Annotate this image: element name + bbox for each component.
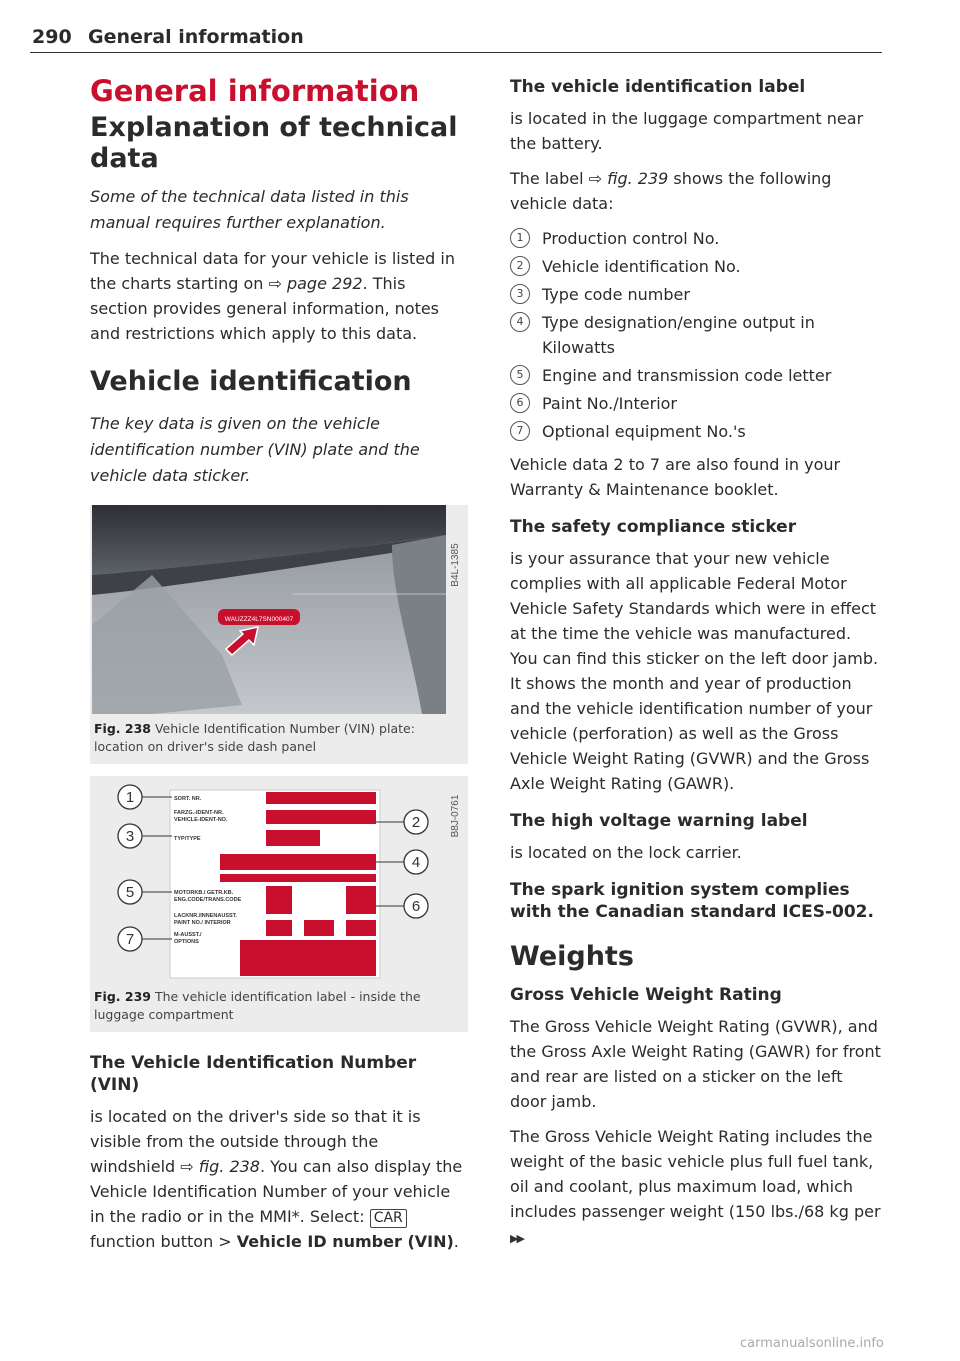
text: The Gross Vehicle Weight Rating includes the weight of the basic vehicle plus full fuel tank, oil and coolant, plus maximum load, which includes passenger weight (150 lbs./68 kg per — [510, 1127, 881, 1221]
page-reference-link[interactable]: ⇨ page 292 — [268, 274, 363, 293]
warranty-paragraph: Vehicle data 2 to 7 are also found in your Warranty & Maintenance booklet. — [510, 455, 841, 499]
callout-5: 5 — [125, 884, 135, 901]
list-item — [510, 419, 882, 444]
left-column — [90, 70, 468, 1264]
label-row-text: M-AUSST./ — [174, 932, 202, 938]
label-row-text: MOTORKB./ GETR.KB. — [174, 890, 234, 896]
text: The technical data for your vehicle is listed in the charts starting on — [90, 249, 455, 293]
callout-6: 6 — [411, 898, 421, 915]
label-row-text: TYP/TYPE — [174, 836, 201, 842]
chapter-title: General information — [90, 74, 420, 108]
page-header — [30, 22, 882, 53]
vin-paragraph — [90, 1104, 468, 1254]
list-item-text: Type code number — [542, 285, 690, 304]
item-number-icon: 4 — [510, 312, 530, 332]
label-row-text: ENG.CODE/TRANS.CODE — [174, 897, 242, 903]
list-item-text: Paint No./Interior — [542, 394, 677, 413]
figure-label: Fig. 239 — [94, 989, 151, 1004]
label-row-text: FARZG.-IDENT-NR. — [174, 810, 224, 816]
text: is located on the driver's side so that it is visible from the outside through the windshield — [90, 1107, 421, 1176]
label-row-text: PAINT NO./ INTERIOR — [174, 920, 231, 926]
gvwr-heading: Gross Vehicle Weight Rating — [510, 985, 782, 1005]
text: shows the following vehicle data: — [510, 169, 832, 213]
text: The label — [510, 169, 589, 188]
item-number-icon: 7 — [510, 421, 530, 441]
high-voltage-paragraph: is located on the lock carrier. — [510, 843, 742, 862]
callout-2: 2 — [411, 814, 421, 831]
list-item — [510, 226, 882, 251]
gvwr-paragraph: The Gross Vehicle Weight Rating (GVWR), and the Gross Axle Weight Rating (GAWR) for front and rear are listed on a sticker on the left door jamb. — [510, 1017, 881, 1111]
vin-plate-photo — [92, 505, 464, 714]
item-number-icon: 1 — [510, 228, 530, 248]
vin-heading: The Vehicle Identification Number (VIN) — [90, 1053, 417, 1095]
item-number-icon: 3 — [510, 284, 530, 304]
item-number-icon: 2 — [510, 256, 530, 276]
figure-239-caption — [90, 982, 468, 1032]
figure-239 — [90, 776, 468, 1032]
label-row-text: VEHICLE-IDENT-NO. — [174, 817, 228, 823]
vehicle-label-intro — [510, 166, 882, 216]
figure-code — [446, 505, 464, 714]
figure-code-text: B4L-1385 — [450, 543, 461, 587]
menu-path-text: Vehicle ID number (VIN) — [236, 1232, 454, 1251]
vehicle-data-list — [510, 226, 882, 444]
label-row-text: OPTIONS — [174, 939, 199, 945]
right-column — [510, 70, 882, 1261]
list-item — [510, 282, 882, 307]
weights-heading: Weights — [510, 941, 634, 972]
callout-4: 4 — [411, 854, 421, 871]
caption-text: The vehicle identification label - inside the luggage compartment — [94, 989, 421, 1022]
running-section-title: General information — [88, 26, 304, 48]
label-row-text: LACKNR./INNENAUSST. — [174, 913, 237, 919]
text: . — [453, 1232, 459, 1251]
safety-sticker-heading: The safety compliance sticker — [510, 517, 797, 537]
spark-ignition-heading: The spark ignition system complies with the Canadian standard ICES-002. — [510, 880, 874, 922]
safety-sticker-paragraph: is your assurance that your new vehicle complies with all applicable Federal Motor Vehicle Safety Standards which were in effect at the time the vehicle was manufactured. You can find this sticker on the left door jamb. It shows the month and year of production and the vehicle identification number of your vehicle (perforation) as well as the Gross Vehicle Weight Rating (GVWR) and the Gross Axle Weight Rating (GAWR). — [510, 549, 879, 793]
list-item — [510, 254, 882, 279]
vehicle-label-location: is located in the luggage compartment near the battery. — [510, 109, 864, 153]
vehicle-identification-intro: The key data is given on the vehicle identification number (VIN) plate and the vehicle data sticker. — [90, 414, 420, 485]
intro-text: Some of the technical data listed in this manual requires further explanation. — [90, 187, 409, 232]
vehicle-id-label-diagram — [90, 776, 468, 982]
figure-238-caption — [90, 714, 468, 764]
label-row-text: SORT. NR. — [174, 796, 202, 802]
car-key-icon: CAR — [370, 1209, 407, 1228]
callout-1: 1 — [125, 789, 135, 806]
list-item-text: Engine and transmission code letter — [542, 366, 832, 385]
vehicle-identification-heading: Vehicle identification — [90, 366, 412, 397]
item-number-icon: 5 — [510, 365, 530, 385]
list-item — [510, 363, 882, 388]
figure-238 — [90, 505, 468, 764]
list-item — [510, 391, 882, 416]
high-voltage-heading: The high voltage warning label — [510, 811, 808, 831]
list-item-text: Vehicle identification No. — [542, 257, 741, 276]
item-number-icon: 6 — [510, 393, 530, 413]
figure-reference-link[interactable]: ⇨ fig. 239 — [588, 169, 669, 188]
list-item-text: Optional equipment No.'s — [542, 422, 746, 441]
gvwr-paragraph-2 — [510, 1124, 882, 1251]
figure-code-text: B8J-0761 — [450, 794, 461, 838]
text: function button > — [90, 1232, 237, 1251]
vin-plate-text: WAUZZZ4L7SN000407 — [224, 616, 294, 623]
callout-7: 7 — [125, 931, 135, 948]
vehicle-label-heading: The vehicle identification label — [510, 77, 806, 97]
label-illustration — [90, 776, 468, 982]
text: . This section provides general information, notes and restrictions which apply to this data. — [90, 274, 440, 343]
dashboard-illustration — [92, 505, 464, 714]
figure-label: Fig. 238 — [94, 721, 151, 736]
callout-3: 3 — [125, 828, 135, 845]
list-item-text: Type designation/engine output in Kilowatts — [542, 313, 815, 357]
page-number: 290 — [32, 26, 72, 48]
figure-reference-link[interactable]: ⇨ fig. 238 — [180, 1157, 260, 1176]
section-title: Explanation of technical data — [90, 112, 458, 174]
continue-arrow-icon: ▶▶ — [510, 1232, 523, 1245]
technical-data-paragraph — [90, 246, 468, 346]
caption-text: Vehicle Identification Number (VIN) plate: location on driver's side dash panel — [94, 721, 415, 754]
watermark: carmanualsonline.info — [740, 1336, 884, 1351]
list-item — [510, 310, 882, 360]
text: . You can also display the Vehicle Identification Number of your vehicle in the radio or in the MMI*. Select: — [90, 1157, 463, 1226]
list-item-text: Production control No. — [542, 229, 720, 248]
